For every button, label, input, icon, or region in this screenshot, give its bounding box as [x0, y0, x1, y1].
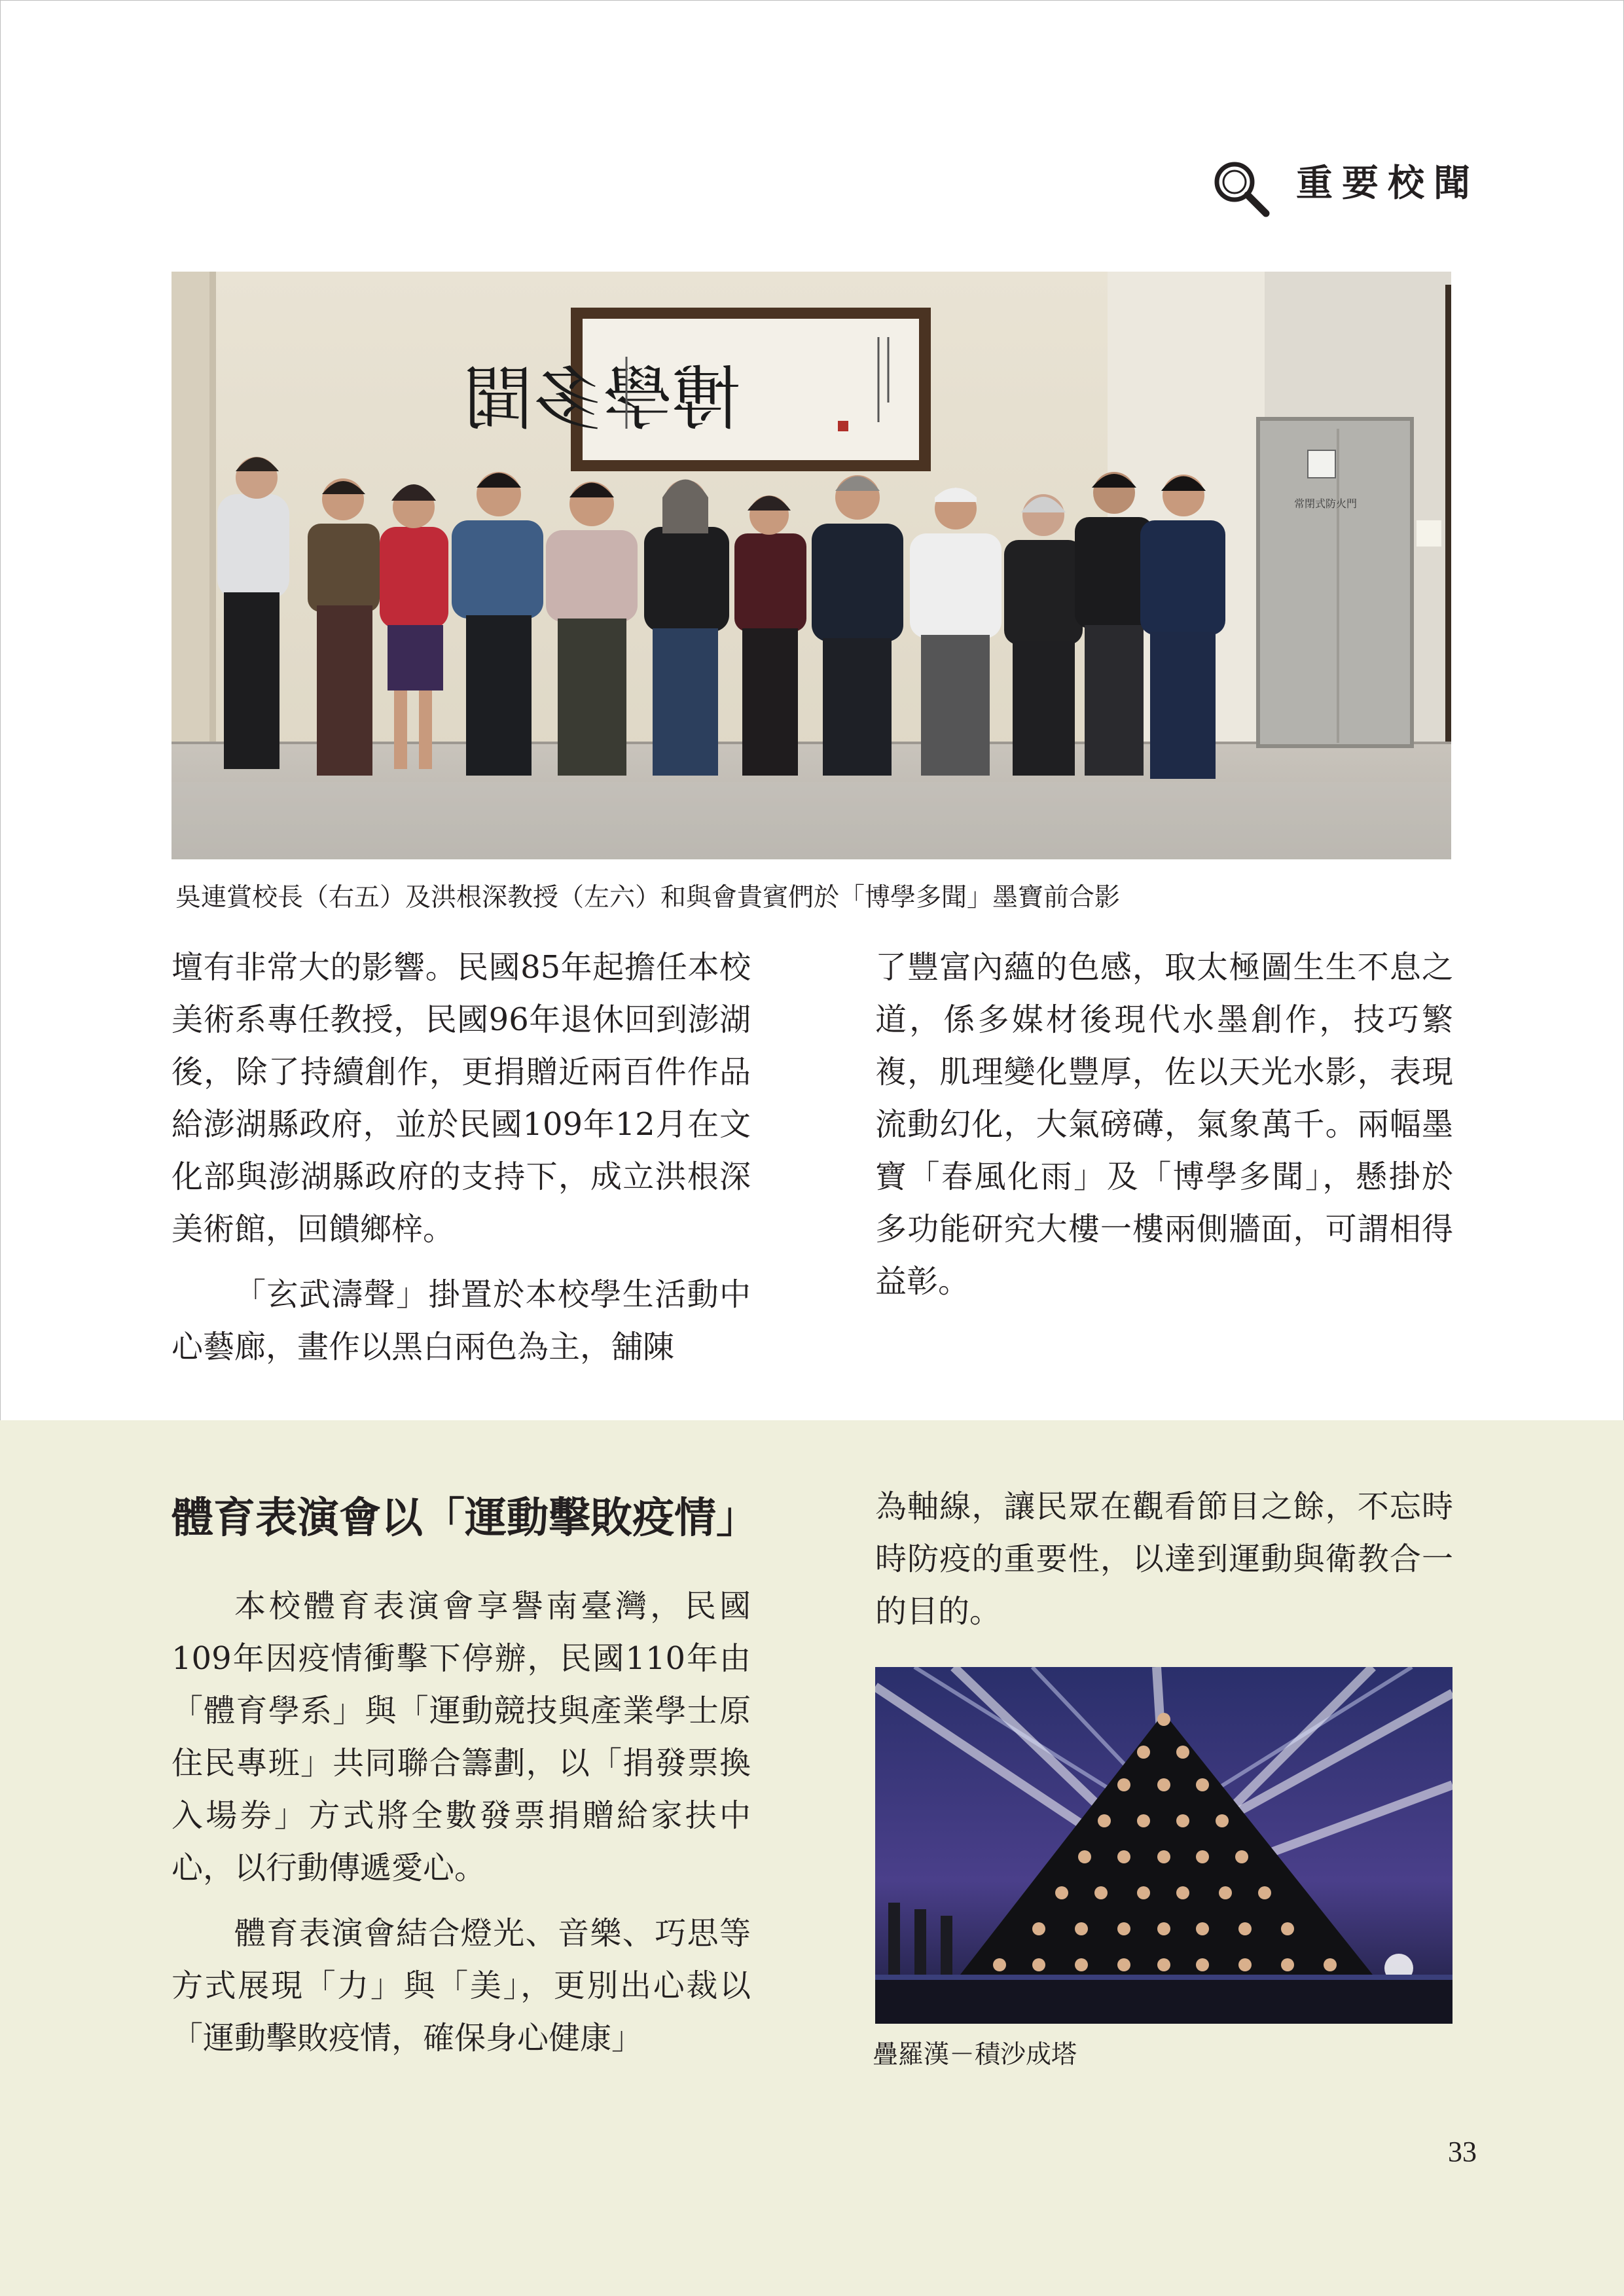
article-2-right-column [875, 1480, 1453, 1638]
page-number: 33 [1448, 2136, 1477, 2168]
article-2-title: 體育表演會以「運動擊敗疫情」 [171, 1494, 758, 1543]
section-header [1204, 151, 1479, 216]
performance-photo [875, 1667, 1453, 2024]
paragraph: 為軸線，讓民眾在觀看節目之餘，不忘時時防疫的重要性，以達到運動與衛教合一的目的。 [875, 1488, 1453, 1630]
article-2-left-column [171, 1580, 751, 2064]
paragraph: 本校體育表演會享譽南臺灣，民國109年因疫情衝擊下停辦，民國110年由「體育學系」與「運動競技與產業學士原住民專班」共同聯合籌劃，以「捐發票換入場券」方式將全數發票捐贈給家扶中心，以行動傳遞愛心。 [171, 1588, 751, 1886]
search-icon [1211, 158, 1271, 219]
door-sign: 常閉式防火門 [1294, 497, 1358, 510]
paragraph: 壇有非常大的影響。民國85年起擔任本校美術系專任教授，民國96年退休回到澎湖後，除了持續創作，更捐贈近兩百件作品給澎湖縣政府，並於民國109年12月在文化部與澎湖縣政府的支持下，成立洪根深美術館，回饋鄉梓。 [171, 949, 751, 1247]
calligraphy-text: 博學多聞 [463, 359, 741, 440]
article-1-left-column [171, 941, 751, 1373]
photo-caption: 疊羅漢－積沙成塔 [873, 2040, 1077, 2070]
article-1-right-column [875, 941, 1453, 1308]
photo-caption: 吳連賞校長（右五）及洪根深教授（左六）和與會貴賓們於「博學多聞」墨寶前合影 [175, 883, 1121, 912]
paragraph: 「玄武濤聲」掛置於本校學生活動中心藝廊，畫作以黑白兩色為主，舖陳 [171, 1276, 751, 1365]
group-photo [171, 272, 1451, 859]
paragraph: 體育表演會結合燈光、音樂、巧思等方式展現「力」與「美」，更別出心裁以「運動擊敗疫情，確保身心健康」 [171, 1915, 751, 2056]
section-label: 重要校聞 [1296, 162, 1479, 205]
paragraph: 了豐富內蘊的色感，取太極圖生生不息之道，係多媒材後現代水墨創作，技巧繁複，肌理變化豐厚，佐以天光水影，表現流動幻化，大氣磅礡，氣象萬千。兩幅墨寶「春風化雨」及「博學多聞」，懸掛於多功能研究大樓一樓兩側牆面，可謂相得益彰。 [875, 949, 1453, 1300]
